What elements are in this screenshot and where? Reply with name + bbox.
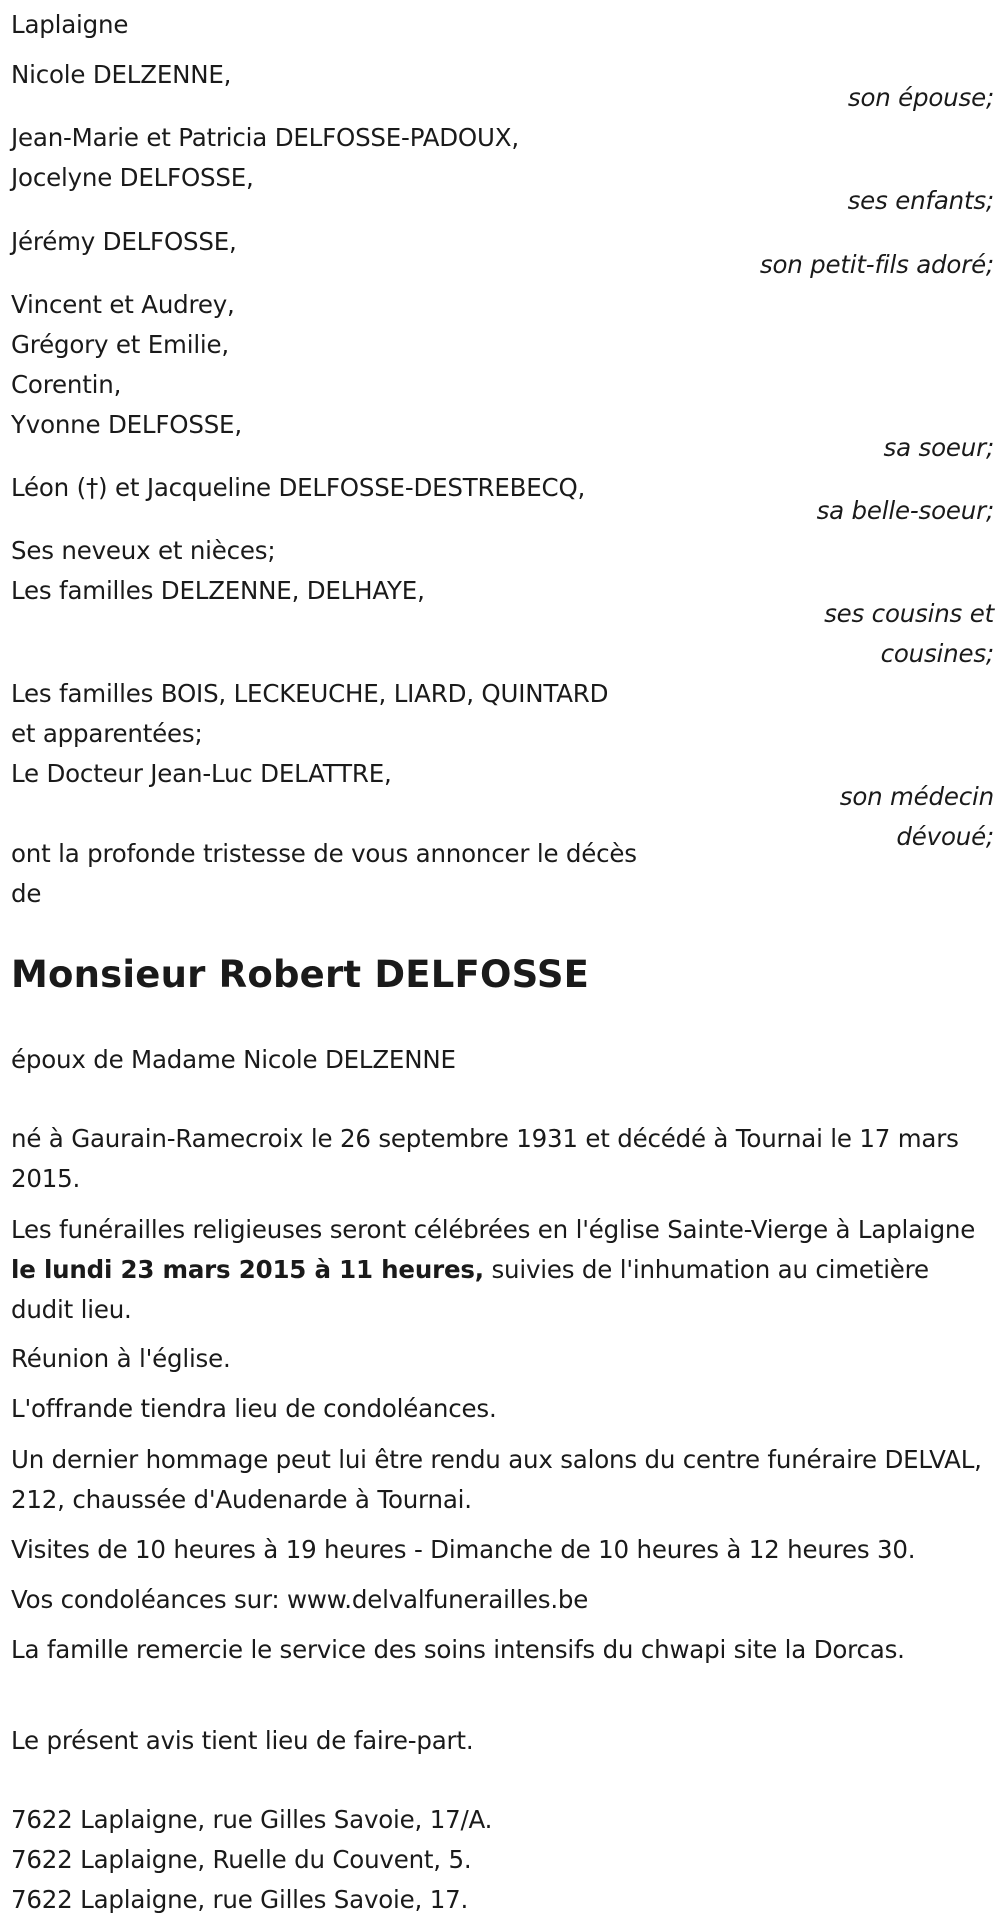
condolences-paragraph: Vos condoléances sur: www.delvalfunerailles.be xyxy=(11,1585,589,1614)
grandchild-name: Grégory et Emilie, xyxy=(11,330,229,359)
families-line: et apparentées; xyxy=(11,719,203,748)
doctor-role: son médecin xyxy=(839,782,994,811)
grandchild-name: Vincent et Audrey, xyxy=(11,290,235,319)
wife-name: Nicole DELZENNE, xyxy=(11,60,232,89)
child-name: Jocelyne DELFOSSE, xyxy=(11,163,254,192)
funeral-text: suivies de l'inhumation au cimetière dudit lieu. xyxy=(11,1255,929,1324)
grandson-role: son petit-fils adoré; xyxy=(759,250,994,279)
spouse-line: époux de Madame Nicole DELZENNE xyxy=(11,1045,456,1074)
grandson-name: Jérémy DELFOSSE, xyxy=(11,227,237,256)
doctor-name: Le Docteur Jean-Luc DELATTRE, xyxy=(11,759,392,788)
families-line: Les familles DELZENNE, DELHAYE, xyxy=(11,576,425,605)
offering-paragraph: L'offrande tiendra lieu de condoléances. xyxy=(11,1394,497,1423)
cousins-role: cousines; xyxy=(880,639,994,668)
birth-death-paragraph: né à Gaurain-Ramecroix le 26 septembre 1931 et décédé à Tournai le 17 mars 2015. xyxy=(11,1124,959,1193)
funeral-date: le lundi 23 mars 2015 à 11 heures, xyxy=(11,1255,484,1284)
sister-name: Yvonne DELFOSSE, xyxy=(11,410,242,439)
address-line: 7622 Laplaigne, rue Gilles Savoie, 17/A. xyxy=(11,1805,493,1834)
families-line: Les familles BOIS, LECKEUCHE, LIARD, QUINTARD xyxy=(11,679,609,708)
child-name: Jean-Marie et Patricia DELFOSSE-PADOUX, xyxy=(11,123,519,152)
deceased-name: Monsieur Robert DELFOSSE xyxy=(11,953,590,996)
doctor-role: dévoué; xyxy=(896,822,994,851)
grandchild-name: Corentin, xyxy=(11,370,122,399)
visits-paragraph: Visites de 10 heures à 19 heures - Dimanche de 10 heures à 12 heures 30. xyxy=(11,1535,916,1564)
sister-in-law-name: Léon (†) et Jacqueline DELFOSSE-DESTREBECQ, xyxy=(11,473,586,502)
wife-role: son épouse; xyxy=(847,83,994,112)
sister-in-law-role: sa belle-soeur; xyxy=(816,496,994,525)
place-header: Laplaigne xyxy=(11,10,129,39)
funeral-paragraph xyxy=(11,1210,991,1330)
tribute-paragraph: Un dernier hommage peut lui être rendu aux salons du centre funéraire DELVAL, 212, chaussée d'Audenarde à Tournai. xyxy=(11,1445,982,1514)
notice-paragraph: Le présent avis tient lieu de faire-part. xyxy=(11,1726,474,1755)
announcement: ont la profonde tristesse de vous annoncer le décès xyxy=(11,839,637,868)
sister-role: sa soeur; xyxy=(883,433,994,462)
nephews-line: Ses neveux et nièces; xyxy=(11,536,276,565)
address-line: 7622 Laplaigne, rue Gilles Savoie, 17. xyxy=(11,1885,469,1914)
thanks-paragraph: La famille remercie le service des soins intensifs du chwapi site la Dorcas. xyxy=(11,1635,905,1664)
address-line: 7622 Laplaigne, Ruelle du Couvent, 5. xyxy=(11,1845,472,1874)
cousins-role: ses cousins et xyxy=(824,599,994,628)
announcement: de xyxy=(11,879,42,908)
children-role: ses enfants; xyxy=(847,186,994,215)
meeting-paragraph: Réunion à l'église. xyxy=(11,1344,231,1373)
funeral-text: Les funérailles religieuses seront célébrées en l'église Sainte-Vierge à Laplaigne xyxy=(11,1215,976,1244)
